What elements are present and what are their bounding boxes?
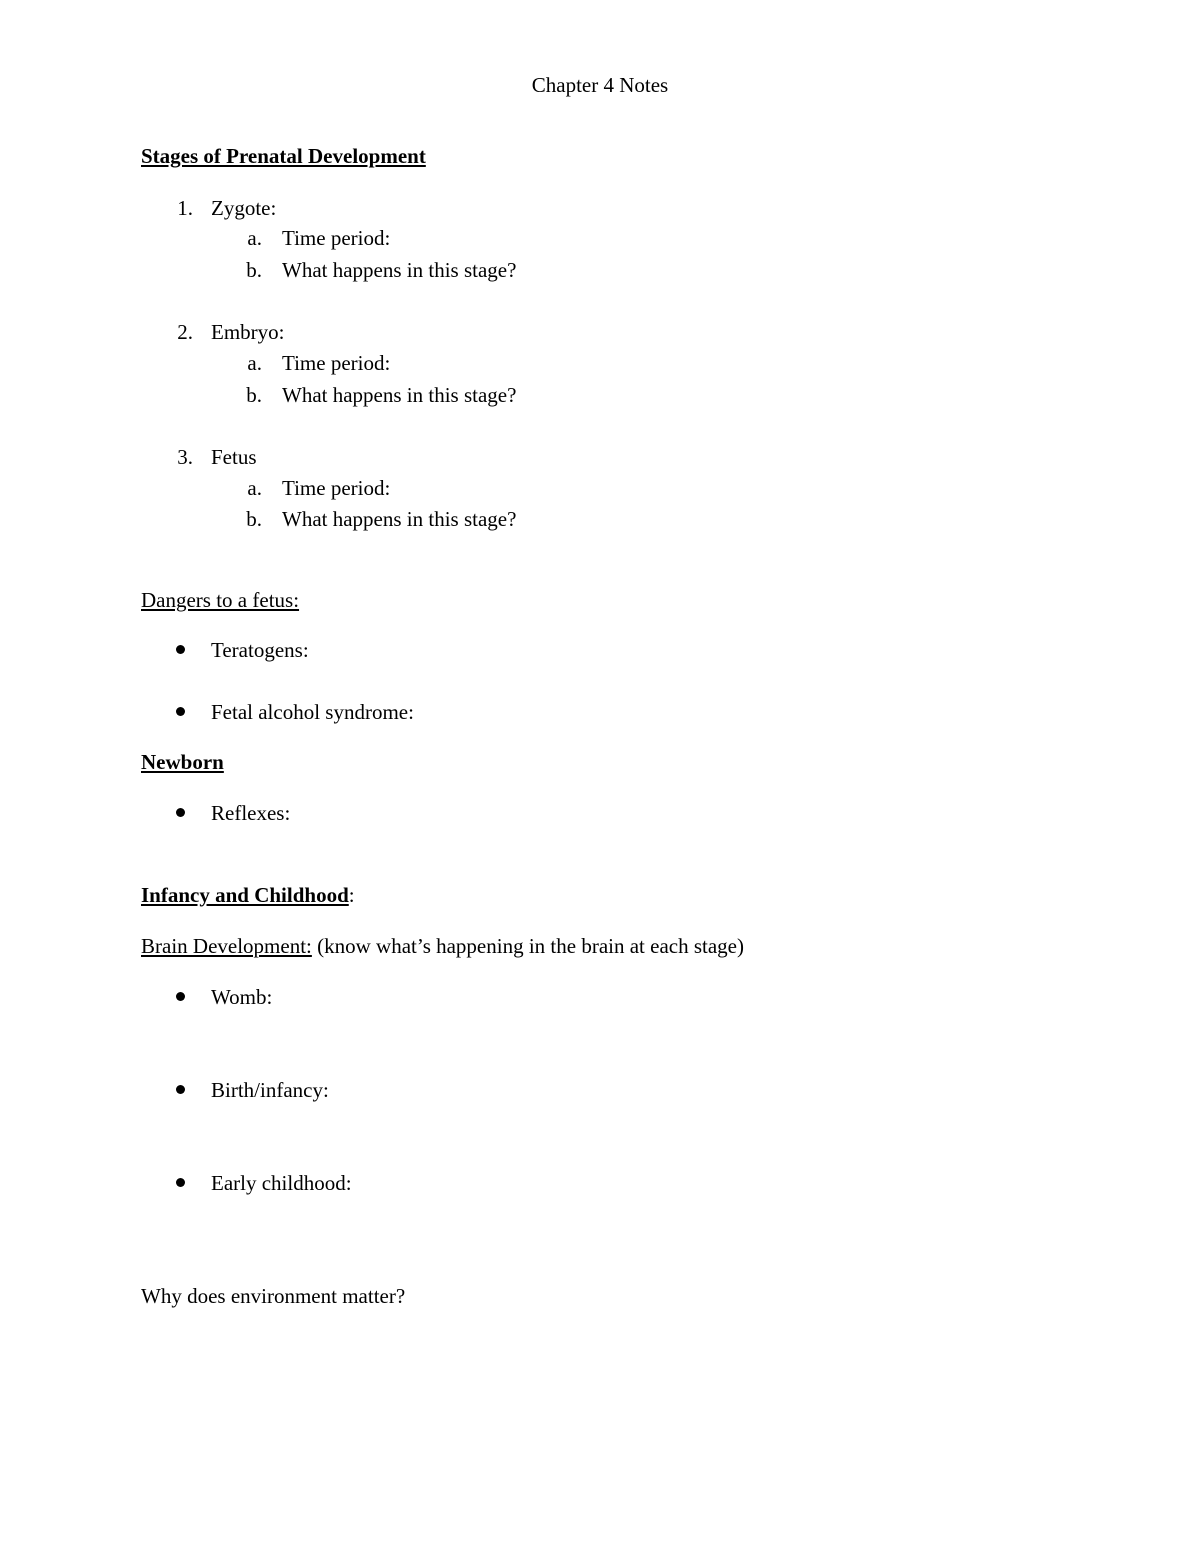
stage-number: 1. bbox=[177, 196, 193, 220]
brain-development-line bbox=[141, 936, 744, 957]
bullet-icon bbox=[176, 707, 185, 716]
infancy-heading: Infancy and Childhood bbox=[141, 883, 349, 907]
stage-label: Fetus bbox=[211, 445, 257, 469]
bullet-text: Birth/infancy: bbox=[211, 1078, 329, 1102]
brain-development-heading: Brain Development: bbox=[141, 934, 312, 958]
subitem-text: Time period: bbox=[282, 476, 391, 500]
infancy-heading-line bbox=[141, 885, 355, 906]
subitem-letter: a. bbox=[247, 351, 262, 375]
bullet-text: Womb: bbox=[211, 985, 273, 1009]
stage-number: 3. bbox=[177, 445, 193, 469]
subitem-letter: b. bbox=[246, 507, 262, 531]
bullet-text: Teratogens: bbox=[211, 638, 309, 662]
subitem-text: What happens in this stage? bbox=[282, 383, 517, 407]
stage-number: 2. bbox=[177, 320, 193, 344]
bullet-text: Reflexes: bbox=[211, 801, 291, 825]
bullet-icon bbox=[176, 645, 185, 654]
newborn-heading: Newborn bbox=[141, 750, 224, 774]
page-title: Chapter 4 Notes bbox=[531, 73, 669, 97]
bullet-icon bbox=[176, 1178, 185, 1187]
bullet-icon bbox=[176, 808, 185, 817]
subitem-text: What happens in this stage? bbox=[282, 507, 517, 531]
subitem-letter: a. bbox=[247, 226, 262, 250]
brain-development-note: (know what’s happening in the brain at each stage) bbox=[311, 934, 744, 958]
prenatal-heading: Stages of Prenatal Development bbox=[141, 144, 426, 168]
subitem-letter: a. bbox=[247, 476, 262, 500]
infancy-heading-suffix: : bbox=[348, 883, 355, 907]
bullet-icon bbox=[176, 1085, 185, 1094]
subitem-letter: b. bbox=[246, 383, 262, 407]
dangers-heading: Dangers to a fetus: bbox=[141, 588, 300, 612]
subitem-letter: b. bbox=[246, 258, 262, 282]
bullet-icon bbox=[176, 992, 185, 1001]
bullet-text: Early childhood: bbox=[211, 1171, 352, 1195]
bullet-text: Fetal alcohol syndrome: bbox=[211, 700, 414, 724]
closing-question: Why does environment matter? bbox=[141, 1284, 406, 1308]
stage-label: Embryo: bbox=[211, 320, 285, 344]
stage-label: Zygote: bbox=[211, 196, 277, 220]
subitem-text: What happens in this stage? bbox=[282, 258, 517, 282]
subitem-text: Time period: bbox=[282, 351, 391, 375]
subitem-text: Time period: bbox=[282, 226, 391, 250]
